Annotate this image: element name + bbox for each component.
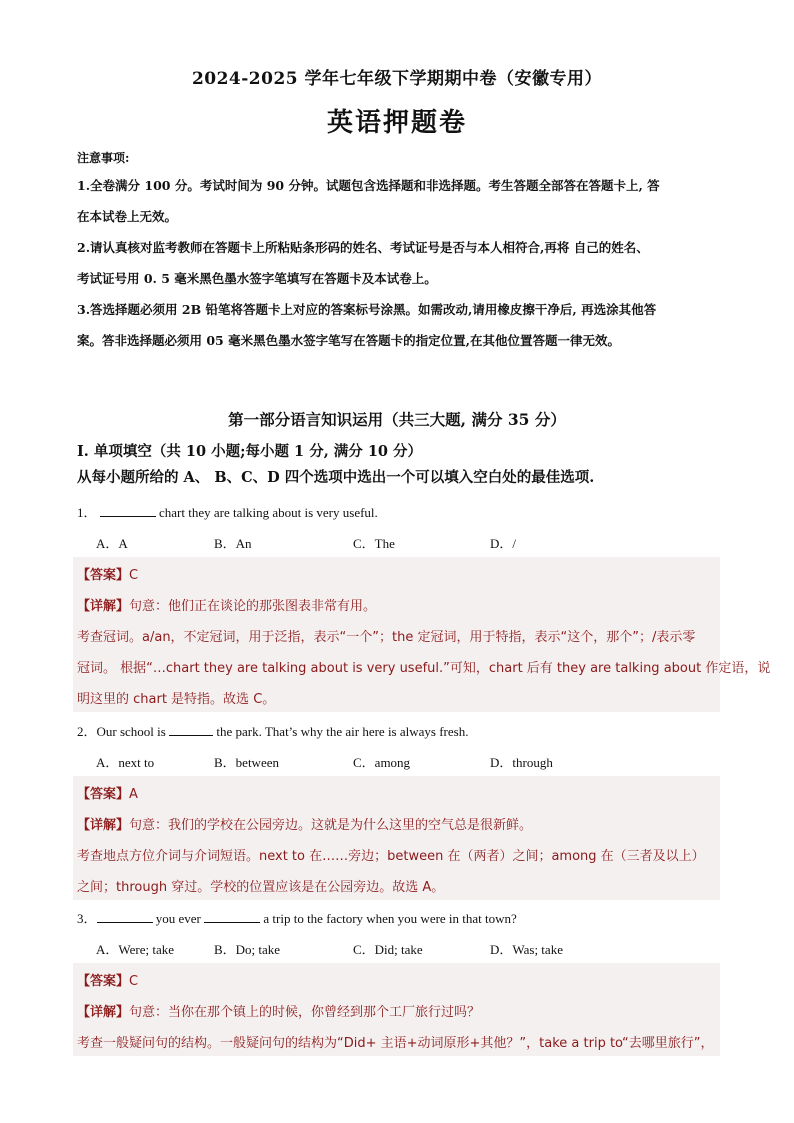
detail-text: 句意：我们的学校在公园旁边。这就是为什么这里的空气总是很新鲜。 <box>129 818 533 833</box>
notice-line: 在本试卷上无效。 <box>77 209 178 224</box>
detail-line <box>77 814 532 833</box>
option-d: D．through <box>490 755 553 770</box>
answer-blank <box>97 922 153 923</box>
detail-text: 考查地点方位介词与介词短语。next to 在……旁边；between 在（两者）之间；among 在（三者及以上） <box>77 849 705 864</box>
option-a: A．Were; take <box>96 942 175 957</box>
notice-block <box>77 146 727 356</box>
question-text: a trip to the factory when you were in that town? <box>260 911 517 926</box>
detail-text: 冠词。 根据“…chart they are talking about is very useful.”可知，chart 后有 they are talking about 作定语，说 <box>77 661 771 676</box>
exam-title: 2024-2025 学年七年级下学期期中卷（安徽专用） <box>191 69 603 89</box>
question-text-mid: you ever <box>152 911 205 926</box>
answer-tag: 【答案】 <box>77 974 130 989</box>
notice-line: 案。答非选择题必须用 05 毫米黑色墨水签字笔写在答题卡的指定位置,在其他位置答题一律无效。 <box>77 333 620 348</box>
question-2-answer-box <box>73 776 720 900</box>
exam-subtitle: 英语押题卷 <box>326 108 467 138</box>
answer-line <box>77 783 138 802</box>
answer-tag: 【答案】 <box>77 787 130 802</box>
detail-text: 考查一般疑问句的结构。一般疑问句的结构为“Did+ 主语+动词原形+其他？”，take a trip to“去哪里旅行”， <box>77 1036 714 1051</box>
notice-line: 2.请认真核对监考教师在答题卡上所粘贴条形码的姓名、考试证号是否与本人相符合,再将 自己的姓名、 <box>77 240 649 255</box>
option-d: D．Was; take <box>490 942 563 957</box>
answer-line <box>77 564 138 583</box>
detail-line <box>77 1001 480 1020</box>
answer-line <box>77 970 138 989</box>
option-a: A．next to <box>96 755 155 770</box>
question-3-answer-box <box>73 963 720 1056</box>
notice-line: 考试证号用 0. 5 毫米黑色墨水签字笔填写在答题卡及本试卷上。 <box>77 271 437 286</box>
answer-blank <box>100 516 156 517</box>
question-number: 3． <box>77 911 97 926</box>
detail-tag: 【详解】 <box>77 599 130 614</box>
answer-value: C <box>129 974 139 989</box>
option-c: C．among <box>353 755 411 770</box>
answer-tag: 【答案】 <box>77 568 130 583</box>
option-b: B．Do; take <box>214 942 281 957</box>
detail-tag: 【详解】 <box>77 1005 130 1020</box>
detail-text: 之间；through 穿过。学校的位置应该是在公园旁边。故选 A。 <box>77 880 445 895</box>
notice-line: 3.答选择题必须用 2B 铅笔将答题卡上对应的答案标号涂黑。如需改动,请用橡皮擦干净后, 再选涂其他答 <box>77 302 657 317</box>
notice-heading: 注意事项: <box>77 151 130 165</box>
question-3-stem <box>77 908 517 927</box>
section-title: 第一部分语言知识运用（共三大题, 满分 35 分） <box>228 410 566 429</box>
part-title: I. 单项填空（共 10 小题;每小题 1 分, 满分 10 分） <box>77 443 423 460</box>
option-b: B．An <box>214 536 252 551</box>
question-text-pre: Our school is <box>96 724 170 739</box>
question-text: the park. That’s why the air here is always fresh. <box>213 724 469 739</box>
detail-line <box>77 595 376 614</box>
detail-tag: 【详解】 <box>77 818 130 833</box>
part-instruction: 从每小题所给的 A、 B、C、D 四个选项中选出一个可以填入空白处的最佳选项. <box>77 469 595 486</box>
answer-blank <box>204 922 260 923</box>
option-c: C．The <box>353 536 395 551</box>
answer-value: C <box>129 568 139 583</box>
question-2-stem <box>77 721 468 740</box>
answer-value: A <box>129 787 138 802</box>
detail-text: 句意：他们正在谈论的那张图表非常有用。 <box>129 599 377 614</box>
answer-blank <box>169 735 213 736</box>
option-b: B．between <box>214 755 279 770</box>
question-text: chart they are talking about is very useful. <box>155 505 378 520</box>
detail-text: 明这里的 chart 是特指。故选 C。 <box>77 692 276 707</box>
option-c: C．Did; take <box>353 942 423 957</box>
question-number: 1． <box>77 505 97 520</box>
question-1-stem <box>77 502 378 521</box>
detail-text: 考查冠词。a/an，不定冠词，用于泛指，表示“一个”；the 定冠词，用于特指，表示“这个，那个”；/表示零 <box>77 630 696 645</box>
option-d: D．/ <box>490 536 517 551</box>
question-1-answer-box <box>73 557 771 712</box>
notice-line: 1.全卷满分 100 分。考试时间为 90 分钟。试题包含选择题和非选择题。考生答题全部答在答题卡上, 答 <box>77 178 660 193</box>
question-number: 2． <box>77 724 97 739</box>
option-a: A．A <box>96 536 128 551</box>
detail-text: 句意：当你在那个镇上的时候，你曾经到那个工厂旅行过吗？ <box>129 1005 481 1020</box>
